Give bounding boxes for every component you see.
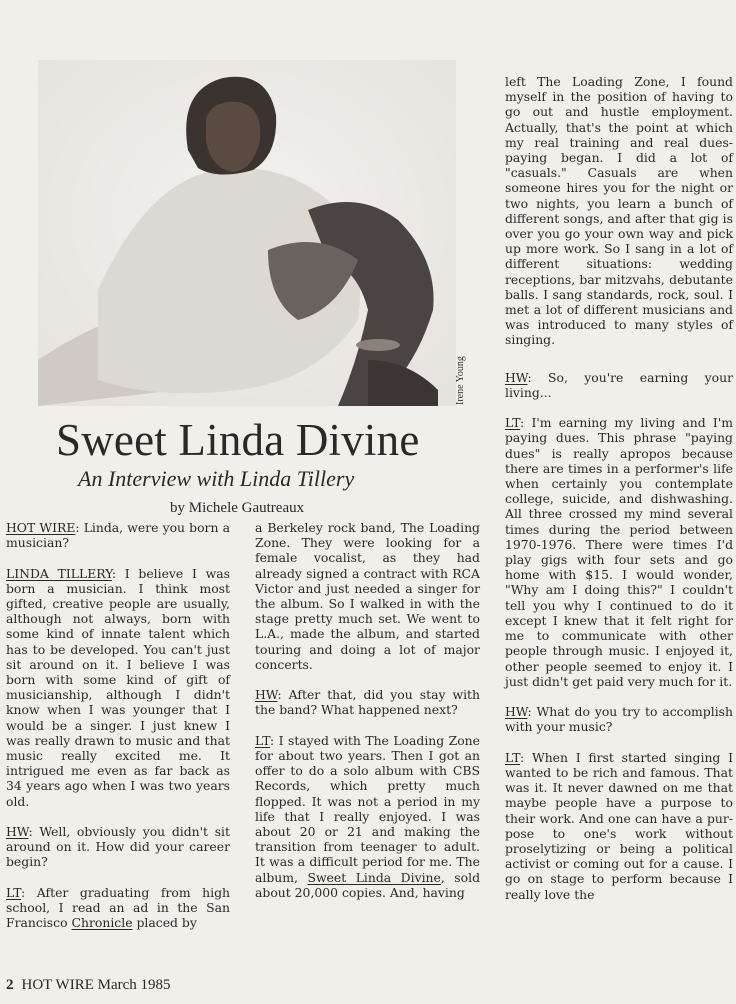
paragraph-text: : After that, did you stay with the band? What happened next? [255, 687, 480, 718]
answer-paragraph [505, 415, 733, 689]
speaker-label: HW [505, 704, 528, 720]
photo-credit: Irene Young [455, 356, 466, 405]
answer-paragraph [505, 750, 733, 902]
newspaper-title: Chronicle [71, 915, 133, 931]
speaker-label: LINDA TILLERY [6, 565, 112, 581]
paragraph-text: a Berkeley rock band, The Loading Zone. They were looking for a female vocalist, as they had already signed a contract with RCA Victor and just needed a singer for the album. So I walked in with the stage pretty much set. We went to L.A., made the album, and started touring and doing a lot of major concerts. [255, 520, 480, 672]
speaker-label: LT [505, 749, 521, 765]
paragraph-text: : Well, obviously you didn't sit around on it. How did your career begin? [6, 824, 230, 870]
paragraph-text: : Linda, were you born a musician? [6, 520, 230, 551]
paragraph-text: : I stayed with The Loading Zone for about two years. Then I got an offer to do a solo album with CBS Records, which pretty much flopped. It was not a period in my life that I really enjoyed. I was about 20 or 21 and making the transition from teenager to adult. It was a difficult period for me. The album, [255, 732, 480, 885]
speaker-label: LT [505, 415, 521, 431]
article-subtitle: An Interview with Linda Tillery [78, 466, 355, 491]
album-title: Sweet Linda Divine [307, 869, 441, 885]
page-number: 2 [6, 977, 14, 993]
answer-paragraph [255, 733, 480, 900]
speaker-label: HW [255, 687, 278, 703]
question-paragraph [255, 687, 480, 717]
paragraph-text: : What do you try to accomplish with your music? [505, 704, 733, 735]
answer-paragraph [255, 520, 480, 672]
column-1 [6, 520, 230, 946]
column-2 [255, 520, 480, 915]
speaker-label: LT [6, 884, 22, 900]
paragraph-text: : When I first started singing I wanted to be rich and famous. That was it. It never dawned on me that maybe people have a purpose to their work. And one can have a purpose to one's work without proselytizing or being a political activist or coming out for a cause. I go on stage to perform because I really love the [505, 749, 733, 902]
paragraph-text: placed by [132, 915, 197, 931]
question-paragraph [6, 824, 230, 870]
paragraph-text: : After graduating from high school, I read an ad in the San Francisco [6, 884, 230, 931]
answer-paragraph [6, 566, 230, 809]
question-paragraph [505, 704, 733, 734]
page-footer [6, 977, 171, 994]
paragraph-text: : So, you're earning your living... [505, 369, 733, 400]
speaker-label: HOT WIRE [6, 520, 76, 535]
column-3 [505, 74, 733, 917]
speaker-label: HW [6, 824, 29, 840]
byline: by Michele Gautreaux [170, 500, 305, 516]
paragraph-text: : I believe I was born a musician. I think most gifted, creative people are usually, although not always, born with some kind of innate talent which has to be developed. You can't just sit around on it. I believe I was born with some kind of gift of musicianship, although I didn't know when I was younger that I would be a singer. I just knew I was really drawn to music and that music really excited me. It intrigued me even as far back as 34 years ago when I was two years old. [6, 565, 230, 809]
question-paragraph [505, 370, 733, 400]
article-title: Sweet Linda Divine [56, 415, 420, 465]
answer-paragraph [505, 74, 733, 348]
publication-info: HOT WIRE March 1985 [21, 977, 171, 993]
speaker-label: LT [255, 732, 271, 748]
paragraph-text: , sold about 20,000 copies. And, having [255, 869, 481, 900]
answer-paragraph [6, 885, 230, 931]
paragraph-text: : I'm earning my living and I'm paying dues. This phrase "paying dues" is really apropos because there are times in a performer's life when certainly you contemplate college, suicide, and dishwashing. All three crossed my mind several times during the period between 1970-1976. There were times I'd play gigs with four sets and go home with $15. I would wonder, "Why am I doing this?" I couldn't tell you why I continued to do it except I knew that it felt right for me to communicate with other people through music. I enjoyed it, other people seemed to enjoy it. I just didn't get paid very much for it. [505, 415, 733, 689]
speaker-label: HW [505, 369, 528, 385]
paragraph-text: left The Loading Zone, I found myself in the position of having to go out and hustle employment. Actually, that's the point at which my real training and real dues-paying began. I did a lot of "casuals." Casuals are when someone hires you for the night or two nights, you learn a bunch of different songs, and after that gig is over you go your own way and pick up more work. So I sang in a lot of different situations: wedding receptions, bar mitzvahs, debutante balls. I sang standards, rock, soul. I met a lot of different musicians and was introduced to many styles of singing. [505, 74, 733, 348]
question-paragraph [6, 520, 230, 550]
portrait-photo [38, 60, 456, 406]
